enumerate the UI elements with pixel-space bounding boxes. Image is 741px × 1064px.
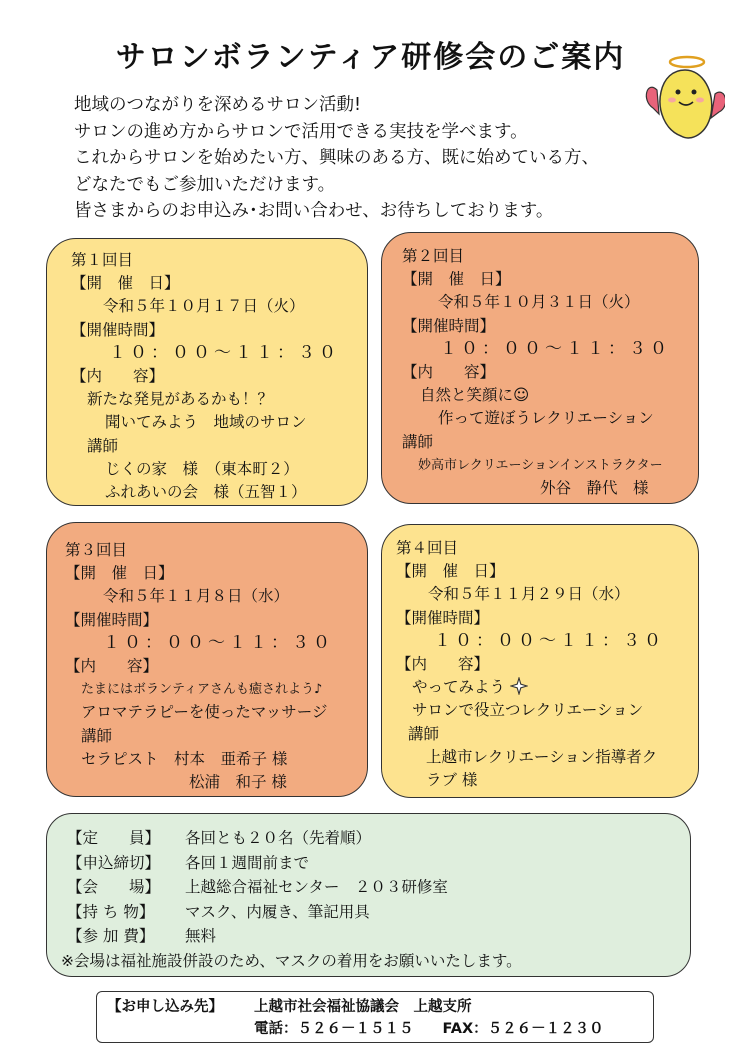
content-label: 【内 容】 bbox=[65, 657, 159, 676]
date-label: 【開 催 日】 bbox=[71, 274, 180, 293]
session-time: １０：００～１１：３０ bbox=[103, 632, 334, 653]
intro-line: 地域のつながりを深めるサロン活動! bbox=[74, 95, 362, 115]
content-line: 新たな発見があるかも！？ bbox=[87, 390, 274, 409]
info-value: 各回とも２０名（先着順） bbox=[185, 829, 372, 847]
lecturer-line: セラピスト 村本 亜希子 様 bbox=[81, 749, 288, 768]
session-time: １０：００～１１：３０ bbox=[440, 338, 671, 359]
session-time: １０：００～１１：３０ bbox=[109, 342, 340, 363]
date-label: 【開 催 日】 bbox=[65, 564, 174, 583]
session-date: 令和５年１１月８日（水） bbox=[103, 587, 290, 606]
content-line: 作って遊ぼうレクリエーション bbox=[438, 409, 654, 428]
info-box bbox=[46, 813, 691, 977]
content-line: 自然と笑顔に☺ bbox=[420, 386, 530, 405]
sparkle-icon bbox=[510, 677, 528, 695]
session-date: 令和５年１０月３１日（火） bbox=[438, 293, 640, 312]
contact-row bbox=[107, 1018, 653, 1040]
session-date: 令和５年１０月１７日（火） bbox=[103, 297, 305, 316]
intro-line: 皆さまからのお申込み･お問い合わせ、お待ちしております。 bbox=[74, 201, 554, 221]
page-title: サロンボランティア研修会のご案内 bbox=[115, 40, 626, 75]
lecturer-line: 上越市レクリエーション指導者ク bbox=[426, 747, 658, 766]
lecturer-line: じくの家 様 （東本町２） bbox=[105, 459, 299, 478]
content-label: 【内 容】 bbox=[396, 655, 490, 674]
session-time: １０：００～１１：３０ bbox=[434, 630, 665, 651]
info-row bbox=[67, 875, 690, 900]
lecturer-label: 講師 bbox=[402, 432, 434, 451]
session-card-1 bbox=[46, 238, 368, 506]
info-label: 【申込締切】 bbox=[67, 853, 161, 872]
content-label: 【内 容】 bbox=[402, 363, 496, 382]
session-heading: 第４回目 bbox=[396, 539, 459, 557]
contact-label: 【お申し込み先】 bbox=[107, 999, 223, 1015]
info-row bbox=[67, 900, 690, 925]
info-value: 上越総合福祉センター ２０３研修室 bbox=[185, 878, 448, 896]
session-card-4 bbox=[381, 524, 699, 798]
info-note: ※会場は福祉施設併設のため、マスクの着用をお願いいたします。 bbox=[61, 951, 522, 970]
info-value: 各回１週間前まで bbox=[185, 853, 310, 872]
intro-line: どなたでもご参加いただけます。 bbox=[74, 174, 336, 195]
content-line: 聞いてみよう 地域のサロン bbox=[105, 413, 307, 432]
contact-phone: 電話：５２６－１５１５ FAX：５２６－１２３０ bbox=[254, 1021, 604, 1037]
session-date: 令和５年１１月２９日（水） bbox=[428, 585, 630, 604]
content-line: アロマテラピーを使ったマッサージ bbox=[81, 703, 328, 722]
contact-org: 上越市社会福祉協議会 上越支所 bbox=[254, 999, 472, 1015]
intro-text bbox=[74, 92, 674, 225]
lecturer-line: ラブ 様 bbox=[426, 771, 478, 790]
lecturer-label: 講師 bbox=[87, 436, 119, 455]
content-line: サロンで役立つレクリエーション bbox=[412, 701, 644, 720]
session-heading: 第３回目 bbox=[65, 541, 128, 559]
info-value: 無料 bbox=[185, 927, 217, 945]
lecturer-label: 講師 bbox=[408, 724, 440, 743]
info-label: 【定 員】 bbox=[67, 829, 161, 847]
lecturer-line: 松浦 和子 様 bbox=[189, 773, 287, 792]
info-row bbox=[67, 851, 690, 876]
time-label: 【開催時間】 bbox=[396, 608, 490, 627]
content-line: たまにはボランティアさんも癒されよう♪ bbox=[81, 682, 323, 698]
date-label: 【開 催 日】 bbox=[396, 562, 505, 581]
content-text: やってみよう bbox=[412, 678, 506, 697]
content-label: 【内 容】 bbox=[71, 367, 165, 386]
intro-line: これからサロンを始めたい方、興味のある方、既に始めている方、 bbox=[74, 148, 599, 168]
info-label: 【参 加 費】 bbox=[67, 927, 155, 945]
session-card-2 bbox=[381, 232, 699, 504]
time-label: 【開催時間】 bbox=[65, 610, 159, 629]
lecturer-line: ふれあいの会 様（五智１） bbox=[105, 483, 307, 502]
time-label: 【開催時間】 bbox=[71, 320, 165, 339]
info-row bbox=[67, 826, 690, 851]
content-line bbox=[396, 676, 698, 699]
lecturer-label: 講師 bbox=[81, 726, 113, 745]
contact-spacer bbox=[107, 1018, 254, 1040]
info-label: 【持 ち 物】 bbox=[67, 902, 155, 921]
lecturer-line: 外谷 静代 様 bbox=[540, 479, 649, 498]
info-label: 【会 場】 bbox=[67, 878, 161, 896]
session-heading: 第１回目 bbox=[71, 251, 134, 269]
contact-row bbox=[107, 996, 653, 1018]
intro-line: サロンの進め方からサロンで活用できる実技を学べます。 bbox=[74, 121, 528, 142]
date-label: 【開 催 日】 bbox=[402, 270, 511, 289]
info-row bbox=[67, 924, 690, 949]
time-label: 【開催時間】 bbox=[402, 316, 496, 335]
lecturer-line: 妙高市レクリエーションインストラクター bbox=[418, 457, 663, 473]
session-heading: 第２回目 bbox=[402, 247, 465, 265]
session-card-3 bbox=[46, 522, 368, 797]
contact-box bbox=[96, 991, 654, 1043]
info-value: マスク、内履き、筆記用具 bbox=[185, 902, 370, 921]
